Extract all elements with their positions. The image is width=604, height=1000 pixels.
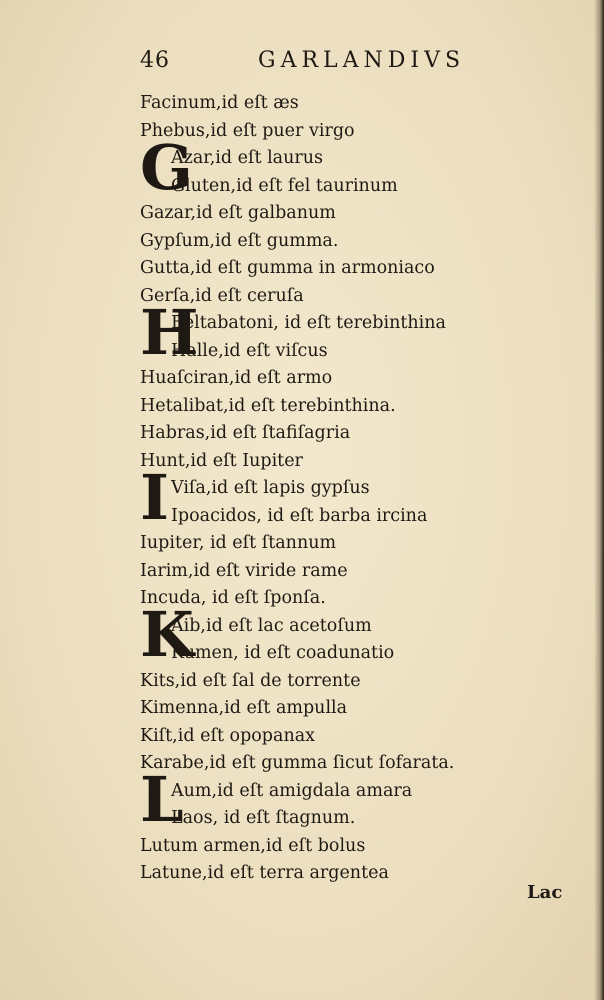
entry-line: Kimenna,id eſt ampulla — [140, 698, 348, 718]
entry-line: Phebus,id eſt puer virgo — [140, 120, 355, 141]
initial-letter-g: G — [140, 131, 193, 204]
glossary-entries — [140, 90, 580, 888]
entry-line: Incuda, id eſt ſponſa. — [140, 588, 326, 608]
entry-line: Kumen, id eſt coadunatio — [171, 643, 395, 663]
entry-line: Iarim,id eſt viride rame — [140, 560, 348, 581]
initial-letter-h: H — [140, 296, 199, 369]
entry-line: Gutta,id eſt gumma in armoniaco — [140, 258, 435, 278]
entry-line: Gluten,id eſt fel taurinum — [171, 175, 398, 196]
entry-line: Hunt,id eſt Iupiter — [140, 450, 303, 471]
initial-letter-l: L — [140, 763, 184, 836]
initial-letter-k: K — [140, 598, 194, 671]
entry-line: Ipoacidos, id eſt barba ircina — [171, 505, 428, 526]
entry-line: Kits,id eſt ſal de torrente — [140, 670, 361, 691]
page-header — [140, 48, 500, 82]
entry-line: Gazar,id eſt galbanum — [140, 203, 336, 223]
entry-line: Hetalibat,id eſt terebinthina. — [140, 395, 396, 416]
entry-line: Facinum,id eſt æs — [140, 93, 299, 113]
entry-line: Halle,id eſt viſcus — [171, 340, 328, 361]
entry-line: Iupiter, id eſt ſtannum — [140, 533, 337, 553]
entry-line: Karabe,id eſt gumma ſicut ſofarata. — [140, 753, 455, 773]
running-title: GARLANDIVS — [258, 48, 466, 73]
entry-line: Aib,id eſt lac acetoſum — [171, 615, 372, 636]
catchword: Lac — [527, 882, 563, 903]
entry-line: Viſa,id eſt lapis gypſus — [171, 478, 370, 498]
entry-line: Habras,id eſt ſtafiſagria — [140, 423, 351, 443]
entry-line: Gypſum,id eſt gumma. — [140, 230, 339, 251]
page-edge-shadow — [594, 0, 604, 1000]
entry-line: Lutum armen,id eſt bolus — [140, 835, 366, 856]
entry-line: Kiſt,id eſt opopanax — [140, 725, 316, 746]
entry-line: Gerſa,id eſt ceruſa — [140, 285, 304, 306]
entry-line: Latune,id eſt terra argentea — [140, 863, 389, 883]
entry-line: Huaſciran,id eſt armo — [140, 368, 333, 388]
initial-letter-i: I — [140, 461, 170, 534]
entry-line: Laos, id eſt ſtagnum. — [171, 808, 356, 828]
entry-line: Aum,id eſt amigdala amara — [171, 780, 413, 801]
entry-line: Azar,id eſt laurus — [171, 148, 324, 168]
entry-line: Eeltabatoni, id eſt terebinthina — [171, 313, 446, 333]
page-number: 46 — [140, 48, 170, 73]
